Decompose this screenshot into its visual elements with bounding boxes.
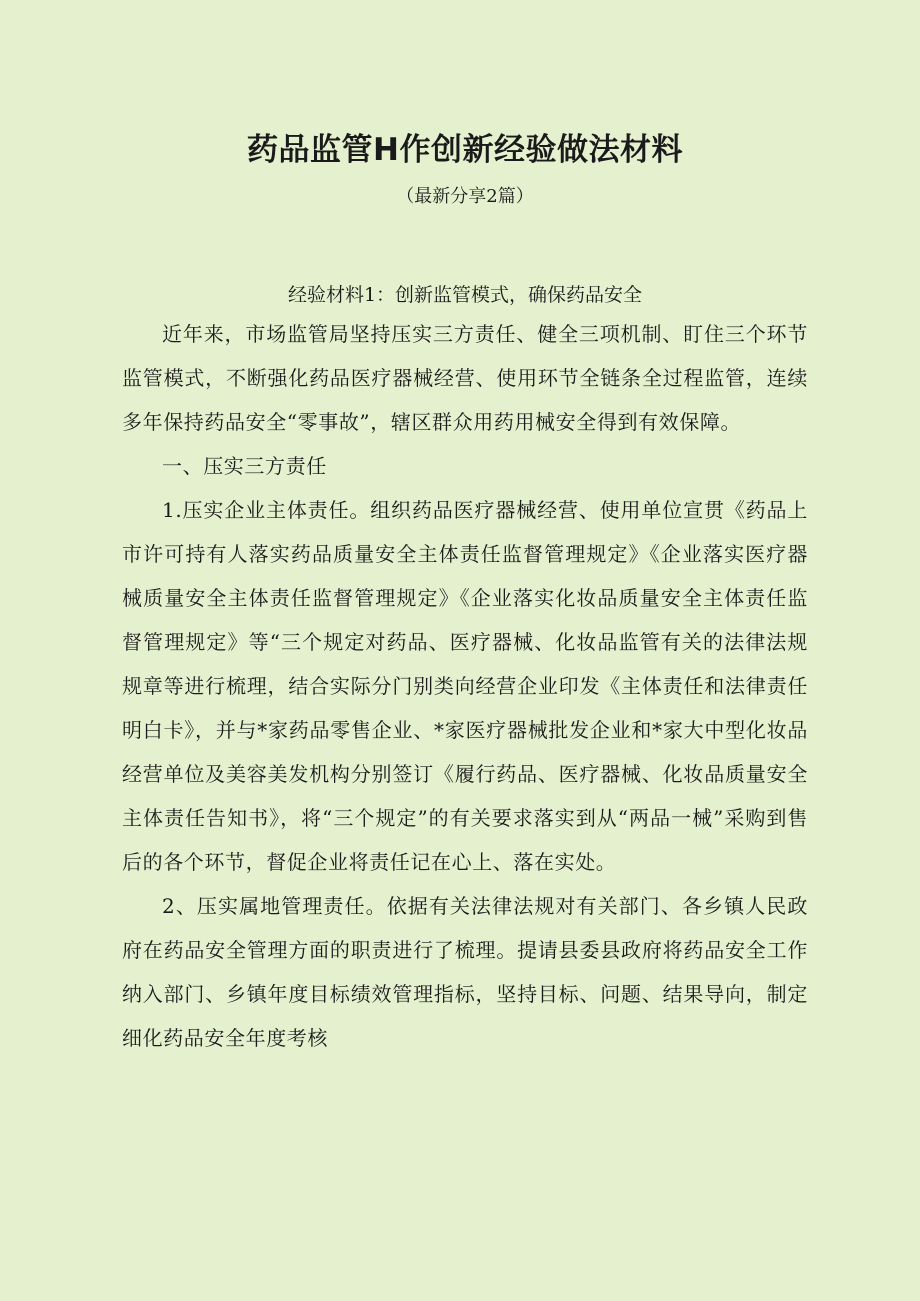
body-paragraph-2: 2、压实属地管理责任。依据有关法律法规对有关部门、各乡镇人民政府在药品安全管理方面的职责进行了梳理。提请县委县政府将药品安全工作纳入部门、乡镇年度目标绩效管理指标，坚持目标、问题、结果导向，制定细化药品安全年度考核 — [122, 894, 808, 1050]
body-paragraph-1: 1.压实企业主体责任。组织药品医疗器械经营、使用单位宣贯《药品上市许可持有人落实药品质量安全主体责任监督管理规定》《企业落实医疗器械质量安全主体责任监督管理规定》《企业落实化妆品质量安全主体责任监督管理规定》等“三个规定对药品、医疗器械、化妆品监管有关的法律法规规章等进行梳理，结合实际分门别类向经营企业印发《主体责任和法律责任明白卡》，并与*家药品零售企业、*家医疗器械批发企业和*家大中型化妆品经营单位及美容美发机构分别签订《履行药品、医疗器械、化妆品质量安全主体责任告知书》，将“三个规定”的有关要求落实到从“两品一械”采购到售后的各个环节，督促企业将责任记在心上、落在实处。 — [122, 498, 808, 874]
document-title: 药品监管H作创新经验做法材料 — [247, 132, 683, 168]
intro-paragraph: 近年来，市场监管局坚持压实三方责任、健全三项机制、盯住三个环节监管模式，不断强化药品医疗器械经营、使用环节全链条全过程监管，连续多年保持药品安全“零事故”，辖区群众用药用械安全得到有效保障。 — [122, 322, 808, 434]
article-heading: 经验材料1：创新监管模式，确保药品安全 — [287, 284, 643, 306]
document-subtitle: （最新分享2篇） — [396, 186, 534, 207]
section-heading: 一、压实三方责任 — [162, 454, 327, 478]
